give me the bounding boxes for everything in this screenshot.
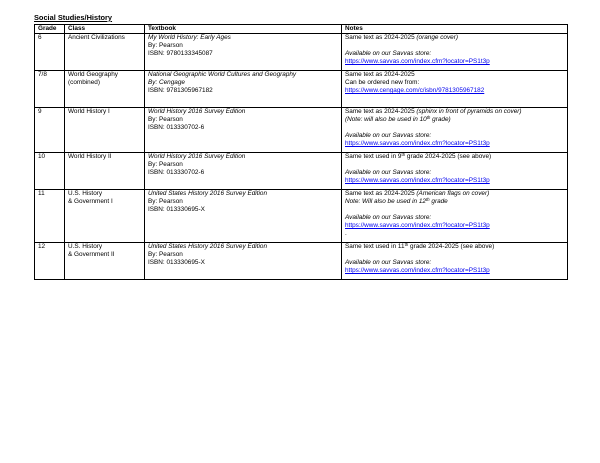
textbook-cell — [145, 243, 342, 280]
book-publisher: By: Pearson — [148, 198, 183, 205]
note-text: Same text as 2024-2025 — [345, 190, 417, 197]
notes-cell — [342, 71, 568, 108]
table-header-row — [35, 25, 568, 34]
availability-note: Available on our Savvas store: — [345, 50, 432, 57]
trailing-period: . — [345, 230, 347, 237]
textbook-cell — [145, 71, 342, 108]
note-superscript: th — [401, 152, 406, 157]
class-name: Ancient Civilizations — [68, 34, 125, 41]
note-italic: (orange cover) — [416, 34, 458, 41]
grade-cell: 6 — [35, 34, 65, 71]
textbook-cell — [145, 34, 342, 71]
book-isbn: ISBN: 9780133345087 — [148, 50, 213, 57]
header-grade: Grade — [35, 25, 65, 34]
note-line — [345, 108, 564, 116]
store-link[interactable]: https://www.savvas.com/index.cfm?locator=PS1t3p — [345, 177, 490, 184]
book-title: United States History 2016 Survey Edition — [148, 190, 267, 197]
book-publisher: By: Pearson — [148, 251, 183, 258]
grade-cell: 9 — [35, 108, 65, 153]
note-text: grade) — [430, 116, 451, 123]
notes-cell — [342, 190, 568, 243]
class-name: World History II — [68, 153, 112, 160]
table-row — [35, 108, 568, 153]
note-superscript: th — [404, 242, 409, 247]
store-link[interactable]: https://www.savvas.com/index.cfm?locator=PS1t3p — [345, 267, 490, 274]
note-superscript: th — [425, 197, 430, 202]
class-name: World History I — [68, 108, 110, 115]
class-cell — [65, 190, 145, 243]
header-class: Class — [65, 25, 145, 34]
note-line — [345, 116, 564, 124]
note-line — [345, 198, 564, 206]
header-notes: Notes — [342, 25, 568, 34]
class-cell — [65, 108, 145, 153]
notes-cell — [342, 153, 568, 190]
note-text: Same text as 2024-2025 — [345, 108, 417, 115]
note-text: (Note: will also be used in 10 — [345, 116, 427, 123]
book-publisher: By: Cengage — [148, 79, 185, 86]
note-line — [345, 34, 564, 42]
table-row — [35, 71, 568, 108]
availability-note: Available on our Savvas store: — [345, 259, 432, 266]
book-isbn: ISBN: 013330695-X — [148, 206, 205, 213]
table-row — [35, 243, 568, 280]
book-title: United States History 2016 Survey Edition — [148, 243, 267, 250]
book-title: National Geographic World Cultures and Geography — [148, 71, 297, 78]
class-cell — [65, 34, 145, 71]
note-text: Same text used in 9 — [345, 153, 402, 160]
grade-cell: 10 — [35, 153, 65, 190]
note-superscript: th — [426, 115, 431, 120]
note-text: Note: Will also be used in 12 — [345, 198, 426, 205]
book-publisher: By: Pearson — [148, 42, 183, 49]
grade-cell: 7/8 — [35, 71, 65, 108]
book-isbn: ISBN: 013330702-6 — [148, 169, 205, 176]
availability-note: Available on our Savvas store: — [345, 169, 432, 176]
note-italic: (American flags on cover) — [416, 190, 490, 197]
class-cell — [65, 71, 145, 108]
class-name: World Geography — [68, 71, 118, 78]
textbook-cell — [145, 153, 342, 190]
grade-cell: 11 — [35, 190, 65, 243]
availability-note: Available on our Savvas store: — [345, 214, 432, 221]
book-publisher: By: Pearson — [148, 161, 183, 168]
document-page — [34, 13, 567, 280]
class-name: & Government II — [68, 251, 115, 258]
store-link[interactable]: https://www.savvas.com/index.cfm?locator=PS1t3p — [345, 140, 490, 147]
store-link[interactable]: https://www.savvas.com/index.cfm?locator=PS1t3p — [345, 222, 490, 229]
book-title: My World History: Early Ages — [148, 34, 231, 41]
note-line — [345, 153, 564, 161]
section-title: Social Studies/History — [34, 13, 113, 22]
book-title: World History 2016 Survey Edition — [148, 108, 246, 115]
table-row — [35, 190, 568, 243]
note-line — [345, 243, 564, 251]
textbook-cell — [145, 190, 342, 243]
class-name: & Government I — [68, 198, 113, 205]
note-text: grade — [429, 198, 448, 205]
note-line: Same text as 2024-2025 — [345, 71, 415, 78]
availability-note: Available on our Savvas store: — [345, 132, 432, 139]
header-textbook: Textbook — [145, 25, 342, 34]
store-link[interactable]: https://www.cengage.com/c/isbn/9781305967182 — [345, 87, 485, 94]
notes-cell — [342, 243, 568, 280]
table-row — [35, 34, 568, 71]
grade-cell: 12 — [35, 243, 65, 280]
textbook-table — [34, 24, 568, 280]
class-cell — [65, 243, 145, 280]
note-italic: (sphinx in front of pyramids on cover) — [416, 108, 522, 115]
book-title: World History 2016 Survey Edition — [148, 153, 246, 160]
class-cell — [65, 153, 145, 190]
note-line: Can be ordered new from: — [345, 79, 420, 86]
class-name: (combined) — [68, 79, 100, 86]
note-text: Same text used in 11 — [345, 243, 405, 250]
class-name: U.S. History — [68, 243, 103, 250]
notes-cell — [342, 108, 568, 153]
note-text: Same text as 2024-2025 — [345, 34, 417, 41]
note-text: grade 2024-2025 (see above) — [408, 243, 495, 250]
table-row — [35, 153, 568, 190]
book-isbn: ISBN: 9781305967182 — [148, 87, 213, 94]
store-link[interactable]: https://www.savvas.com/index.cfm?locator=PS1t3p — [345, 58, 490, 65]
note-line — [345, 190, 564, 198]
note-text: grade 2024-2025 (see above) — [405, 153, 492, 160]
book-isbn: ISBN: 013330695-X — [148, 259, 205, 266]
class-name: U.S. History — [68, 190, 103, 197]
notes-cell — [342, 34, 568, 71]
textbook-cell — [145, 108, 342, 153]
book-publisher: By: Pearson — [148, 116, 183, 123]
book-isbn: ISBN: 013330702-6 — [148, 124, 205, 131]
